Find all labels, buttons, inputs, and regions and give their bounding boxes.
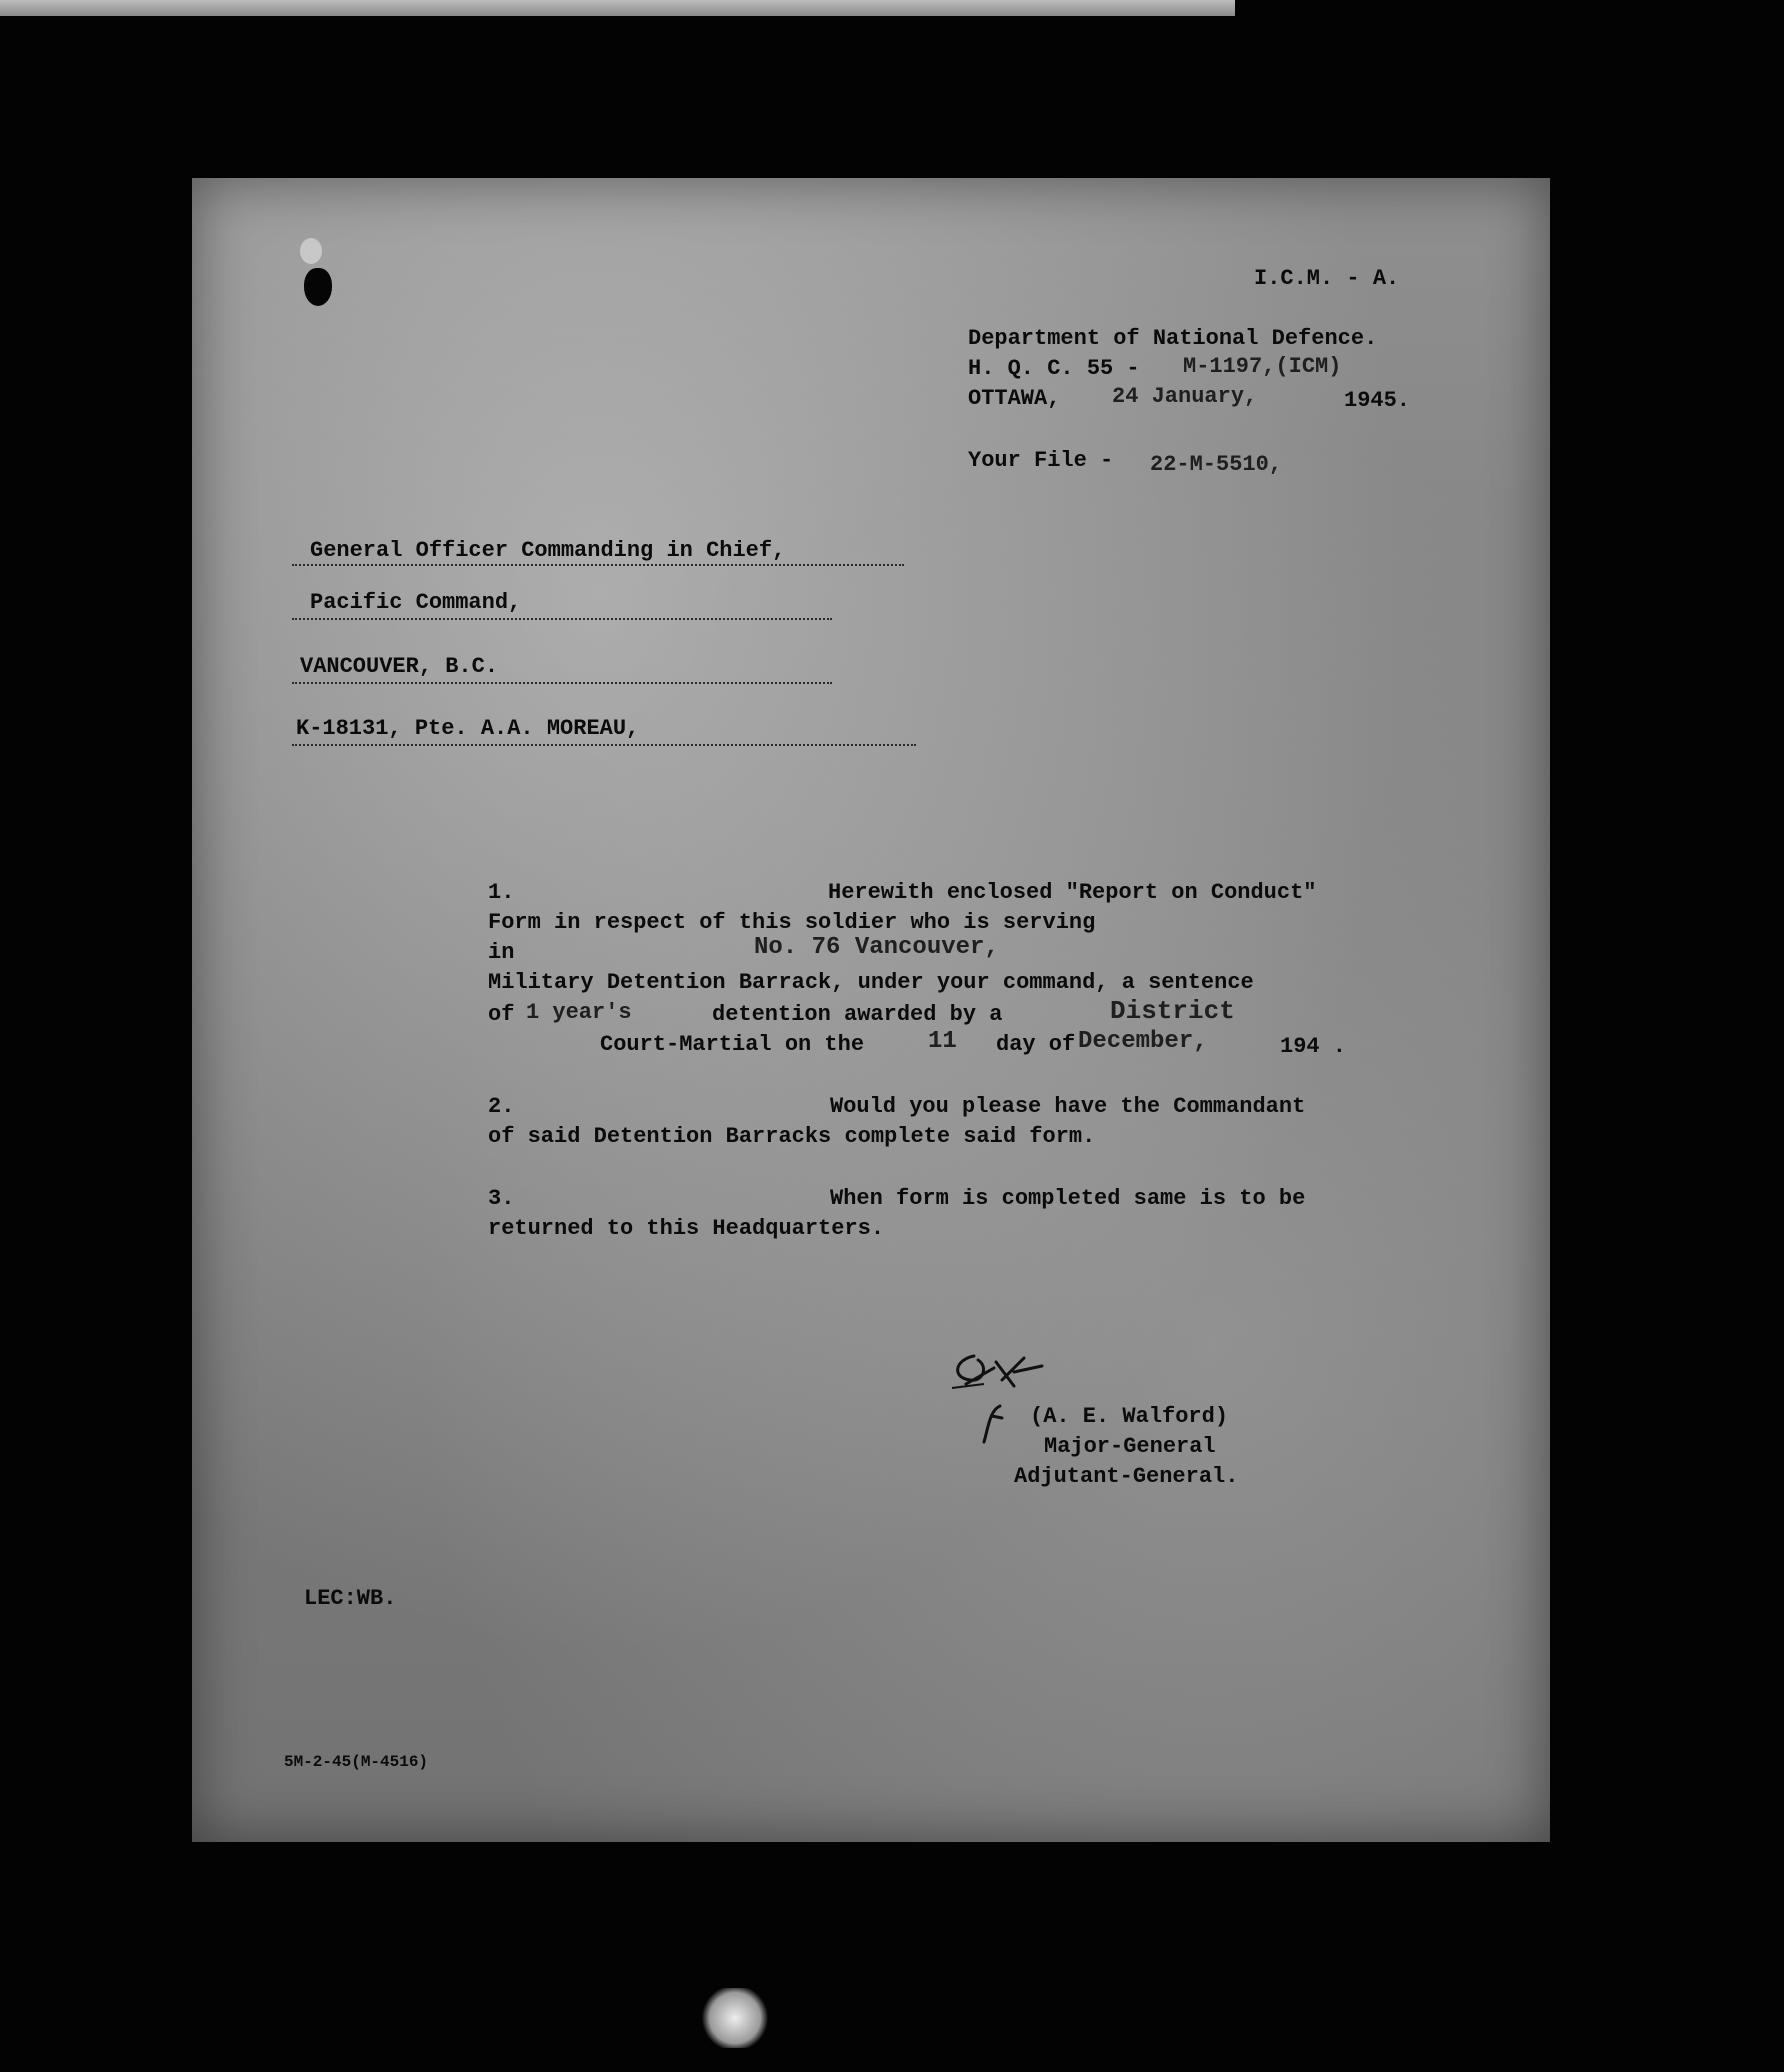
- form-code: I.C.M. - A.: [1254, 266, 1400, 291]
- letter-page: [192, 178, 1550, 1842]
- paragraph-1-line-6b: day of: [996, 1032, 1076, 1057]
- adjacent-page-edge: [0, 0, 1235, 16]
- court-martial-year: 194 .: [1280, 1034, 1347, 1059]
- handwritten-signature: [944, 1338, 1064, 1448]
- addressee-line-3: VANCOUVER, B.C.: [300, 654, 499, 679]
- place: OTTAWA,: [968, 386, 1061, 411]
- paragraph-1-line-2: Form in respect of this soldier who is serving: [488, 910, 1096, 935]
- hq-ref-prefix: H. Q. C. 55 -: [968, 356, 1140, 381]
- paragraph-1-line-5: detention awarded by a: [712, 1002, 1003, 1027]
- court-martial-month: December,: [1078, 1028, 1208, 1055]
- your-file-label: Your File -: [968, 448, 1114, 473]
- paragraph-2-number: 2.: [488, 1094, 515, 1119]
- your-file-number: 22-M-5510,: [1150, 452, 1283, 477]
- paragraph-1-line-4: Military Detention Barrack, under your command, a sentence: [488, 970, 1254, 995]
- addressee-rule-1: [292, 564, 904, 566]
- letter-year: 1945.: [1344, 388, 1411, 413]
- addressee-rule-2: [292, 618, 832, 620]
- addressee-line-1: General Officer Commanding in Chief,: [310, 538, 786, 563]
- paragraph-2-line-1: Would you please have the Commandant: [830, 1094, 1306, 1119]
- hq-ref-number: M-1197,(ICM): [1183, 354, 1342, 379]
- addressee-rule-4: [292, 744, 916, 746]
- paragraph-1-in: in: [488, 940, 515, 965]
- ink-blot: [304, 268, 332, 306]
- letter-date: 24 January,: [1112, 384, 1258, 409]
- addressee-line-4: K-18131, Pte. A.A. MOREAU,: [296, 716, 640, 741]
- paper-mark: [300, 238, 322, 264]
- barracks-name: No. 76 Vancouver,: [754, 934, 999, 961]
- signatory-name: (A. E. Walford): [1030, 1404, 1229, 1429]
- paragraph-1-number: 1.: [488, 880, 515, 905]
- signatory-title: Adjutant-General.: [1014, 1464, 1239, 1489]
- paragraph-2-line-2: of said Detention Barracks complete said form.: [488, 1124, 1096, 1149]
- paragraph-3-number: 3.: [488, 1186, 515, 1211]
- signatory-rank: Major-General: [1044, 1434, 1216, 1459]
- paragraph-3-line-1: When form is completed same is to be: [830, 1186, 1306, 1211]
- paragraph-1-line-1: Herewith enclosed "Report on Conduct": [828, 880, 1317, 905]
- court-martial-day: 11: [928, 1028, 957, 1055]
- paragraph-1-line-6a: Court-Martial on the: [600, 1032, 865, 1057]
- department-name: Department of National Defence.: [968, 326, 1378, 351]
- typist-initials: LEC:WB.: [304, 1586, 397, 1611]
- paragraph-3-line-2: returned to this Headquarters.: [488, 1216, 885, 1241]
- sentence-term: 1 year's: [526, 1000, 632, 1025]
- addressee-rule-3: [292, 682, 832, 684]
- form-print-code: 5M-2-45(M-4516): [284, 1753, 429, 1771]
- paragraph-1-of: of: [488, 1002, 515, 1027]
- addressee-line-2: Pacific Command,: [310, 590, 522, 615]
- court-type: District: [1110, 996, 1235, 1026]
- film-perforation: [700, 1988, 770, 2048]
